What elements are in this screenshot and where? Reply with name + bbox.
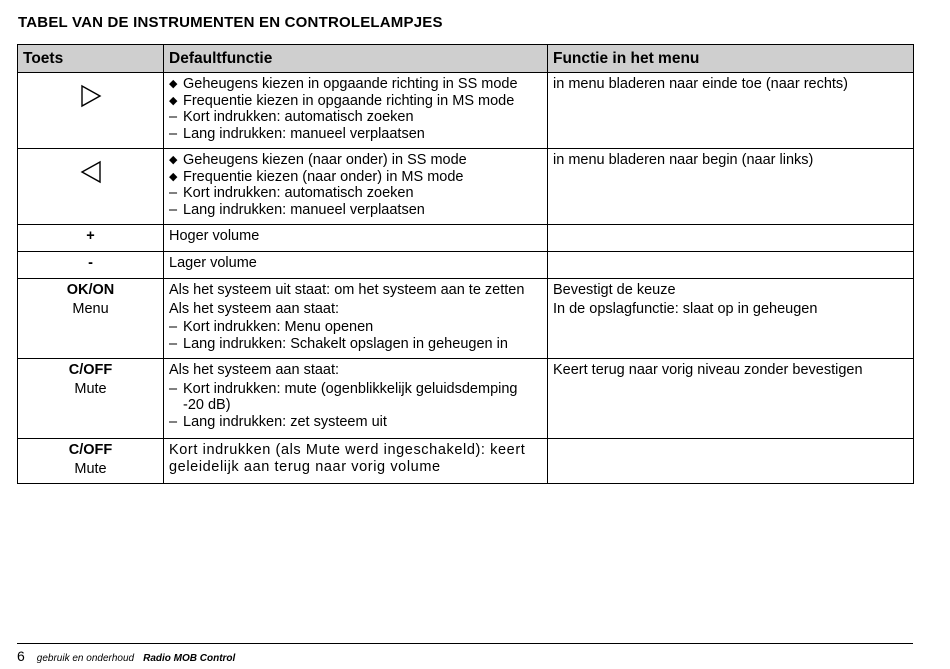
table-row: [18, 149, 914, 225]
table-row: [18, 252, 914, 279]
page-footer: [17, 648, 235, 664]
dash-marker: –: [169, 319, 178, 335]
list-item: – Kort indrukken: automatisch zoeken: [169, 109, 414, 125]
key-label: C/OFF: [68, 362, 113, 378]
table-row: [18, 359, 914, 439]
list-item: – Kort indrukken: automatisch zoeken: [169, 185, 414, 201]
key-cell: [18, 149, 164, 225]
table-row: [18, 73, 914, 149]
bullet-marker: ◆: [169, 94, 178, 107]
header-menu-function: Functie in het menu: [548, 45, 914, 73]
key-cell: [18, 252, 164, 279]
table-row: [18, 225, 914, 252]
dash-marker: –: [169, 201, 178, 218]
table-header-row: [18, 45, 914, 73]
list-item: ◆ Frequentie kiezen (naar onder) in MS mode: [169, 168, 464, 185]
header-key: Toets: [18, 45, 164, 73]
table-row: [18, 279, 914, 359]
footer-product: Radio MOB Control: [143, 653, 236, 664]
dash-marker: –: [169, 185, 178, 201]
list-item: – Kort indrukken: mute (ogenblikkelijk geluidsdemping -20 dB): [169, 380, 518, 413]
key-cell: [18, 439, 164, 484]
key-sublabel: Mute: [74, 460, 107, 477]
default-function-cell: [164, 73, 548, 149]
list-item: – Lang indrukken: Schakelt opslagen in geheugen in: [169, 335, 508, 352]
list-item: – Lang indrukken: zet systeem uit: [169, 413, 387, 430]
page-number: 6: [17, 648, 25, 664]
menu-function-cell: Keert terug naar vorig niveau zonder bevestigen: [548, 359, 914, 439]
list-item: ◆ Frequentie kiezen in opgaande richting in MS mode: [169, 92, 515, 109]
default-function-cell: [164, 149, 548, 225]
key-cell: [18, 279, 164, 359]
default-function-cell: [164, 359, 548, 439]
list-item: ◆ Geheugens kiezen (naar onder) in SS mode: [169, 152, 467, 168]
menu-function-cell: [548, 279, 914, 359]
key-cell: [18, 359, 164, 439]
page-title: TABEL VAN DE INSTRUMENTEN EN CONTROLELAMPJES: [18, 14, 443, 31]
key-sublabel: Menu: [72, 300, 109, 317]
default-function-cell: Lager volume: [164, 252, 548, 279]
default-function-cell: [164, 279, 548, 359]
bullet-marker: ◆: [169, 170, 178, 183]
menu-function-cell: [548, 439, 914, 484]
default-function-cell: Kort indrukken (als Mute werd ingeschakeld): keert geleidelijk aan terug naar vorig volume: [164, 439, 548, 484]
key-cell: [18, 73, 164, 149]
dash-marker: –: [169, 109, 178, 125]
instruments-table: [17, 44, 914, 484]
header-default-function: Defaultfunctie: [164, 45, 548, 73]
key-label: OK/ON: [66, 282, 115, 298]
paragraph: Bevestigt de keuze: [553, 282, 676, 298]
list-item: – Kort indrukken: Menu openen: [169, 319, 374, 335]
menu-function-cell: in menu bladeren naar begin (naar links): [548, 149, 914, 225]
key-cell: [18, 225, 164, 252]
list-item: – Lang indrukken: manueel verplaatsen: [169, 125, 425, 142]
key-label: -: [88, 255, 93, 271]
key-sublabel: Mute: [74, 380, 107, 397]
dash-marker: –: [169, 125, 178, 142]
key-label: +: [86, 228, 95, 244]
paragraph: Als het systeem aan staat:: [169, 362, 340, 378]
table-row: [18, 439, 914, 484]
list-item: – Lang indrukken: manueel verplaatsen: [169, 201, 425, 218]
list-item: ◆ Geheugens kiezen in opgaande richting in SS mode: [169, 76, 518, 92]
paragraph: Als het systeem uit staat: om het systeem aan te zetten: [169, 282, 525, 298]
default-function-cell: Hoger volume: [164, 225, 548, 252]
triangle-left-icon: [80, 160, 102, 184]
dash-marker: –: [169, 413, 178, 430]
triangle-right-icon: [80, 84, 102, 108]
menu-function-cell: [548, 225, 914, 252]
menu-function-cell: [548, 252, 914, 279]
key-label: C/OFF: [68, 442, 113, 458]
bullet-marker: ◆: [169, 154, 178, 166]
footer-section: gebruik en onderhoud: [36, 653, 135, 664]
paragraph: Als het systeem aan staat:: [169, 300, 340, 317]
bullet-marker: ◆: [169, 78, 178, 90]
paragraph: In de opslagfunctie: slaat op in geheugen: [553, 300, 818, 317]
dash-marker: –: [169, 335, 178, 352]
footer-divider: [17, 643, 913, 644]
menu-function-cell: in menu bladeren naar einde toe (naar rechts): [548, 73, 914, 149]
dash-marker: –: [169, 380, 178, 397]
